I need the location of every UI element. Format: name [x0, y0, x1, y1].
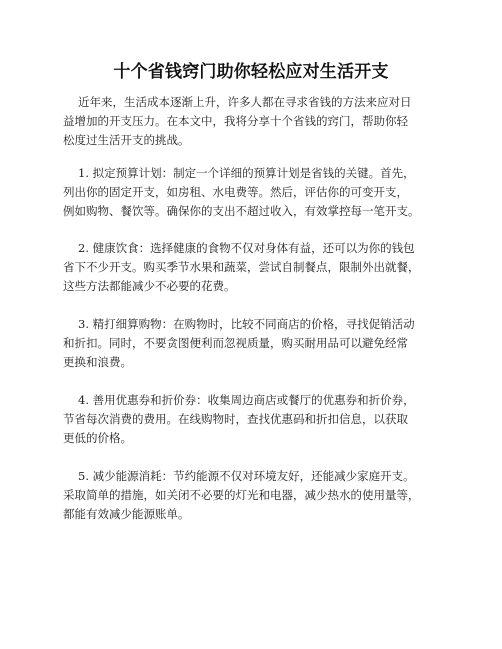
- paragraph-line: 和折扣。同时，不要贪图便利而忽视质量，购买耐用品可以避免经常: [63, 336, 408, 350]
- paragraph-line: 省下不少开支。购买季节水果和蔬菜，尝试自制餐点，限制外出就餐，: [63, 260, 420, 274]
- paragraph-line: 这些方法都能减少不必要的花费。: [63, 279, 236, 293]
- paragraph-healthy-diet: [63, 239, 463, 296]
- paragraph-smart-shopping: [63, 315, 463, 372]
- paragraph-intro: [63, 93, 463, 150]
- paragraph-line: 列出你的固定开支，如房租、水电费等。然后，评估你的可变开支，: [63, 185, 408, 199]
- paragraph-line: 更低的价格。: [63, 431, 132, 445]
- paragraph-line: 都能有效减少能源账单。: [63, 507, 190, 521]
- paragraph-line: 益增加的开支压力。在本文中，我将分享十个省钱的窍门，帮助你轻: [63, 114, 408, 128]
- paragraph-budget-plan: [63, 164, 463, 221]
- paragraph-energy-saving: [63, 467, 463, 524]
- paragraph-line: 5. 减少能源消耗：节约能源不仅对环境友好，还能减少家庭开支。: [78, 469, 415, 483]
- paragraph-line: 4. 善用优惠券和折价券：收集周边商店或餐厅的优惠券和折价券，: [78, 393, 415, 407]
- paragraph-line: 1. 拟定预算计划：制定一个详细的预算计划是省钱的关键。首先，: [78, 166, 415, 180]
- paragraph-line: 3. 精打细算购物：在购物时，比较不同商店的价格，寻找促销活动: [78, 317, 415, 331]
- paragraph-line: 近年来，生活成本逐渐上升，许多人都在寻求省钱的方法来应对日: [78, 95, 412, 109]
- document-title: 十个省钱窍门助你轻松应对生活开支: [113, 62, 389, 82]
- paragraph-line: 节省每次消费的费用。在线购物时，查找优惠码和折扣信息，以获取: [63, 412, 408, 426]
- paragraph-line: 更换和浪费。: [63, 355, 132, 369]
- paragraph-line: 采取简单的措施，如关闭不必要的灯光和电器，减少热水的使用量等，: [63, 488, 420, 502]
- paragraph-line: 例如购物、餐饮等。确保你的支出不超过收入，有效掌控每一笔开支。: [63, 204, 420, 218]
- paragraph-coupons: [63, 391, 463, 448]
- paragraph-line: 2. 健康饮食：选择健康的食物不仅对身体有益，还可以为你的钱包: [78, 241, 415, 255]
- paragraph-line: 松度过生活开支的挑战。: [63, 133, 190, 147]
